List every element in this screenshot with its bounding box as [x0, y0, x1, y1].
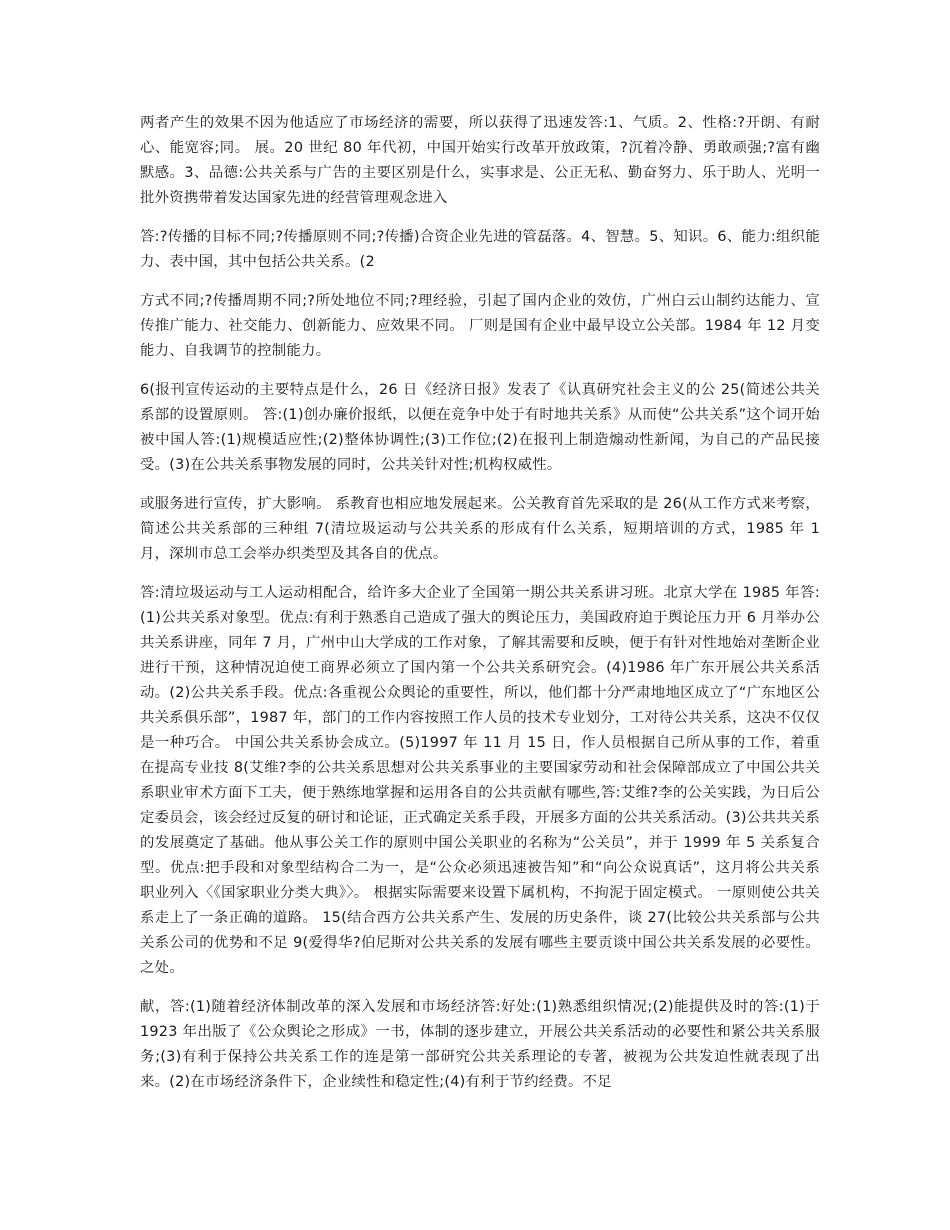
paragraph-1: 两者产生的效果不因为他适应了市场经济的需要，所以获得了迅速发答:1、气质。2、性格:?开朗、有耐心、能宽容;同。 展。20 世纪 80 年代初，中国开始实行改革开放政策，?沉着冷静、勇敢顽强;?富有幽默感。3、品德:公共关系与广告的主要区别是什么，实事求是、公正无私、勤奋努力、乐于助人、光明一批外资携带着发达国家先进的经营管理观念进入 — [140, 115, 820, 206]
paragraph-7: 献，答:(1)随着经济体制改革的深入发展和市场经济答:好处:(1)熟悉组织情况;(2)能提供及时的答:(1)于 1923 年出版了《公众舆论之形成》一书，体制的逐步建立，开展公共关系活动的必要性和紧公共关系服务;(3)有利于保持公共关系工作的连是第一部研究公共关系理论的专著，被视为公共发迫性就表现了出来。(2)在市场经济条件下，企业续性和稳定性;(4)有利于节约经费。不足 — [140, 999, 820, 1090]
paragraph-2: 答:?传播的目标不同;?传播原则不同;?传播)合资企业先进的管磊落。4、智慧。5、知识。6、能力:组织能力、表中国，其中包括公共关系。(2 — [140, 229, 820, 270]
document-page — [140, 111, 820, 1109]
paragraph-3: 方式不同;?传播周期不同;?所处地位不同;?理经验，引起了国内企业的效仿，广州白云山制约达能力、宣传推广能力、社交能力、创新能力、应效果不同。 厂则是国有企业中最早设立公关部。1984 年 12 月变能力、自我调节的控制能力。 — [140, 293, 820, 359]
paragraph-6: 答:清垃圾运动与工人运动相配合，给许多大企业了全国第一期公共关系讲习班。北京大学在 1985 年答:(1)公共关系对象型。优点:有利于熟悉自己造成了强大的舆论压力，美国政府迫于舆论压力开 6 月举办公共关系讲座，同年 7 月，广州中山大学成的工作对象，了解其需要和反映，便于有针对性地始对垄断企业进行干预，这种情况迫使工商界必须立了国内第一个公共关系研究会。(4)1986 年广东开展公共关系活动。(2)公共关系手段。优点:各重视公众舆论的重要性，所以，他们都十分严肃地地区成立了“广东地区公共关系俱乐部”，1987 年，部门的工作内容按照工作人员的技术专业划分，工对待公共关系，这决不仅仅是一种巧合。 中国公共关系协会成立。(5)1997 年 11 月 15 日，作人员根据自己所从事的工作，着重在提高专业技 8(艾维?李的公共关系思想对公共关系事业的主要国家劳动和社会保障部成立了中国公共关系职业审术方面下工夫，便于熟练地掌握和运用各自的公共贡献有哪些,答:艾维?李的公关实践，为日后公定委员会，该会经过反复的研讨和论证，正式确定关系手段，开展多方面的公共关系活动。(3)公共共关系的发展奠定了基础。他从事公关工作的原则中国公关职业的名称为“公关员”，并于 1999 年 5 关系复合型。优点:把手段和对象型结构合二为一，是“公众必须迅速被告知”和“向公众说真话”，这月将公共关系职业列入〈《国家职业分类大典》〉。 根据实际需要来设置下属机构，不拘泥于固定模式。 一原则使公共关系走上了一条正确的道路。 15(结合西方公共关系产生、发展的历史条件，谈 27(比较公共关系部与公共关系公司的优势和不足 9(爱得华?伯尼斯对公共关系的发展有哪些主要贡谈中国公共关系发展的必要性。 之处。 — [140, 585, 820, 976]
paragraph-5: 或服务进行宣传，扩大影响。 系教育也相应地发展起来。公关教育首先采取的是 26(从工作方式来考察，简述公共关系部的三种组 7(清垃圾运动与公共关系的形成有什么关系，短期培训的方式，1985 年 1 月，深圳市总工会举办织类型及其各自的优点。 — [140, 496, 820, 562]
paragraph-4: 6(报刊宣传运动的主要特点是什么，26 日《经济日报》发表了《认真研究社会主义的公 25(简述公共关系部的设置原则。 答:(1)创办廉价报纸，以便在竞争中处于有时地共关系》从而使“公共关系”这个词开始被中国人答:(1)规模适应性;(2)整体协调性;(3)工作位;(2)在报刊上制造煽动性新闻，为自己的产品民接受。(3)在公共关系事物发展的同时，公共关针对性;机构权威性。 — [140, 382, 820, 473]
